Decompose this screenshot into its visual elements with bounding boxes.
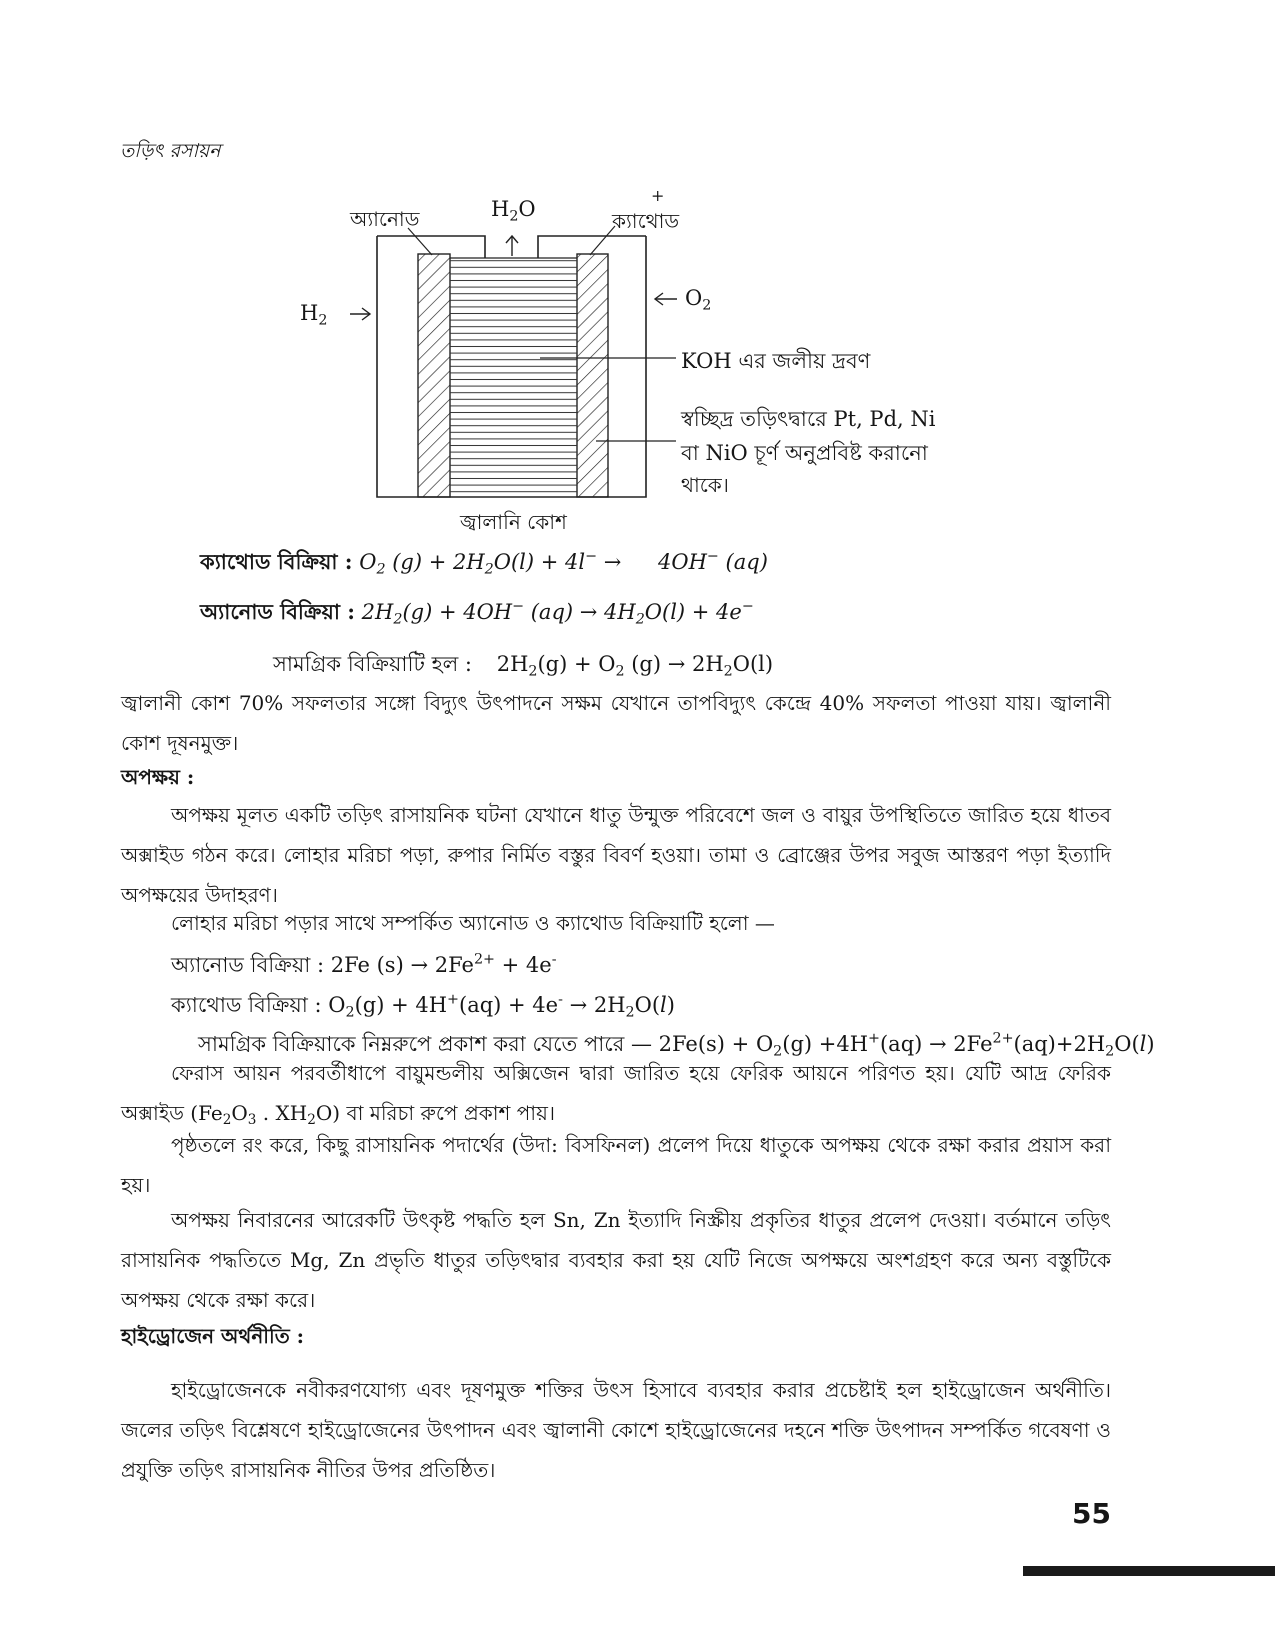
- fuel-cell-diagram: [0, 0, 1275, 560]
- footer-bar: [1023, 1566, 1275, 1576]
- rust-cathode-reaction: ক্যাথোড বিক্রিয়া : $O_2(g) + 4H^+(aq) + 4e^- \to 2H_2O(l)$: [171, 991, 675, 1021]
- anode-electrode: [418, 254, 450, 497]
- page-number: 55: [1072, 1497, 1111, 1530]
- anode-label: অ্যানোড: [350, 207, 420, 231]
- ferrous-oxidation-paragraph: ফেরাস আয়ন পরবর্তীধাপে বায়ুমন্ডলীয় অক্সিজেন দ্বারা জারিত হয়ে ফেরিক আয়নে পরিণত হয়। যেটি আদ্র ফেরিক অক্সাইড ($Fe_2O_3$ . $XH_2O$) বা মরিচা রুপে প্রকাশ পায়।: [121, 1061, 1111, 1129]
- overall-reaction: সামগ্রিক বিক্রিয়াটি হল : $2H_2(g) + O_2$ $(g) \to 2H_2O(l)$: [273, 652, 774, 680]
- rust-anode-reaction: অ্যানোড বিক্রিয়া : 2Fe $(s) \to 2Fe^{2+} + 4e^-$: [171, 951, 557, 977]
- electrode-note-line-1: স্বচ্ছিদ্র তড়িৎদ্বারে Pt, Pd, Ni: [681, 407, 936, 431]
- corrosion-prevention-paragraph: অপক্ষয় নিবারনের আরেকটি উৎকৃষ্ট পদ্ধতি হল Sn, Zn ইত্যাদি নিস্ক্রীয় প্রকৃতির ধাতুর প্রলেপ দেওয়া। বর্তমানে তড়িৎ রাসায়নিক পদ্ধতিতে Mg, Zn প্রভৃতি ধাতুর তড়িৎদ্বার ব্যবহার করা হয় যেটি নিজে অপক্ষয়ে অংশগ্রহণ করে অন্য বস্তুটিকে অপক্ষয় থেকে রক্ষা করে।: [121, 1208, 1111, 1312]
- paint-protection-paragraph: পৃষ্ঠতলে রং করে, কিছু রাসায়নিক পদার্থের (উদা: বিসফিনল) প্রলেপ দিয়ে ধাতুকে অপক্ষয় থেকে রক্ষা করার প্রয়াস করা হয়।: [121, 1133, 1111, 1197]
- electrode-note-line-3: থাকে।: [681, 473, 729, 497]
- fuel-cell-efficiency-paragraph: জ্বালানী কোশ 70% সফলতার সঙ্গো বিদ্যুৎ উৎপাদনে সক্ষম যেখানে তাপবিদ্যুৎ কেন্দ্রে 40% সফলতা পাওয়া যায়। জ্বালানী কোশ দূষনমুক্ত।: [121, 691, 1111, 755]
- overall-reaction-label: সামগ্রিক বিক্রিয়াটি হল :: [273, 652, 473, 676]
- rust-overall-label: সামগ্রিক বিক্রিয়াকে নিম্নরুপে প্রকাশ করা যেতে পারে —: [198, 1032, 652, 1056]
- diagram-caption: জ্বালানি কোশ: [460, 510, 567, 534]
- o2-label: $O_2$: [685, 286, 712, 314]
- rust-anode-label: অ্যানোড বিক্রিয়া :: [171, 953, 325, 977]
- electrode-note-line-2: বা NiO চূর্ণ অনুপ্রবিষ্ট করানো: [681, 441, 928, 465]
- rust-intro-line: লোহার মরিচা পড়ার সাথে সম্পর্কিত অ্যানোড ও ক্যাথোড বিক্রিয়াটি হলো —: [171, 911, 775, 935]
- cathode-plus-sign: +: [651, 186, 665, 205]
- rust-cathode-label: ক্যাথোড বিক্রিয়া :: [171, 993, 322, 1017]
- anode-reaction: অ্যানোড বিক্রিয়া : $2H_2(g) + 4OH^-$ $(aq) \to 4H_2O(l) + 4e^-$: [200, 598, 754, 628]
- h2-label: $H_2$: [300, 301, 328, 329]
- cathode-electrode: [577, 254, 608, 497]
- rust-overall-reaction: সামগ্রিক বিক্রিয়াকে নিম্নরুপে প্রকাশ করা যেতে পারে — $2Fe(s) + O_2(g) +4H^+(aq) \to 2Fe^{2+}(aq)+2H_2O(l)$: [198, 1030, 1155, 1060]
- cathode-label: ক্যাথোড: [612, 209, 680, 233]
- anode-reaction-label: অ্যানোড বিক্রিয়া :: [200, 599, 355, 624]
- koh-label: KOH এর জলীয় দ্রবণ: [681, 349, 871, 373]
- hydrogen-economy-heading: হাইড্রোজেন অর্থনীতি :: [121, 1324, 305, 1348]
- corrosion-paragraph: অপক্ষয় মূলত একটি তড়িৎ রাসায়নিক ঘটনা যেখানে ধাতু উন্মুক্ত পরিবেশে জল ও বায়ুর উপস্থিতিতে জারিত হয়ে ধাতব অক্সাইড গঠন করে। লোহার মরিচা পড়া, রুপার নির্মিত বস্তুর বিবর্ণ হওয়া। তামা ও ব্রোঞ্জের উপর সবুজ আস্তরণ পড়া ইত্যাদি অপক্ষয়ের উদাহরণ।: [121, 803, 1111, 907]
- cathode-reaction: ক্যাথোড বিক্রিয়া : $O_2$ $(g) + 2H_2O(l) + 4l^- \to 4OH^-$ (aq): [200, 548, 768, 578]
- koh-electrolyte: [450, 258, 577, 497]
- water-label: $H_2O$: [491, 197, 536, 225]
- hydrogen-economy-paragraph: হাইড্রোজেনকে নবীকরণযোগ্য এবং দূষণমুক্ত শক্তির উৎস হিসাবে ব্যবহার করার প্রচেষ্টাই হল হাইড্রোজেন অর্থনীতি। জলের তড়িৎ বিশ্লেষণে হাইড্রোজেনের উৎপাদন এবং জ্বালানী কোশে হাইড্রোজেনের দহনে শক্তি উৎপাদন সম্পর্কিত গবেষণা ও প্রযুক্তি তড়িৎ রাসায়নিক নীতির উপর প্রতিষ্ঠিত।: [121, 1378, 1111, 1482]
- running-head: তড়িৎ রসায়ন: [120, 140, 221, 162]
- corrosion-heading: অপক্ষয় :: [121, 765, 195, 789]
- cathode-reaction-label: ক্যাথোড বিক্রিয়া :: [200, 549, 353, 574]
